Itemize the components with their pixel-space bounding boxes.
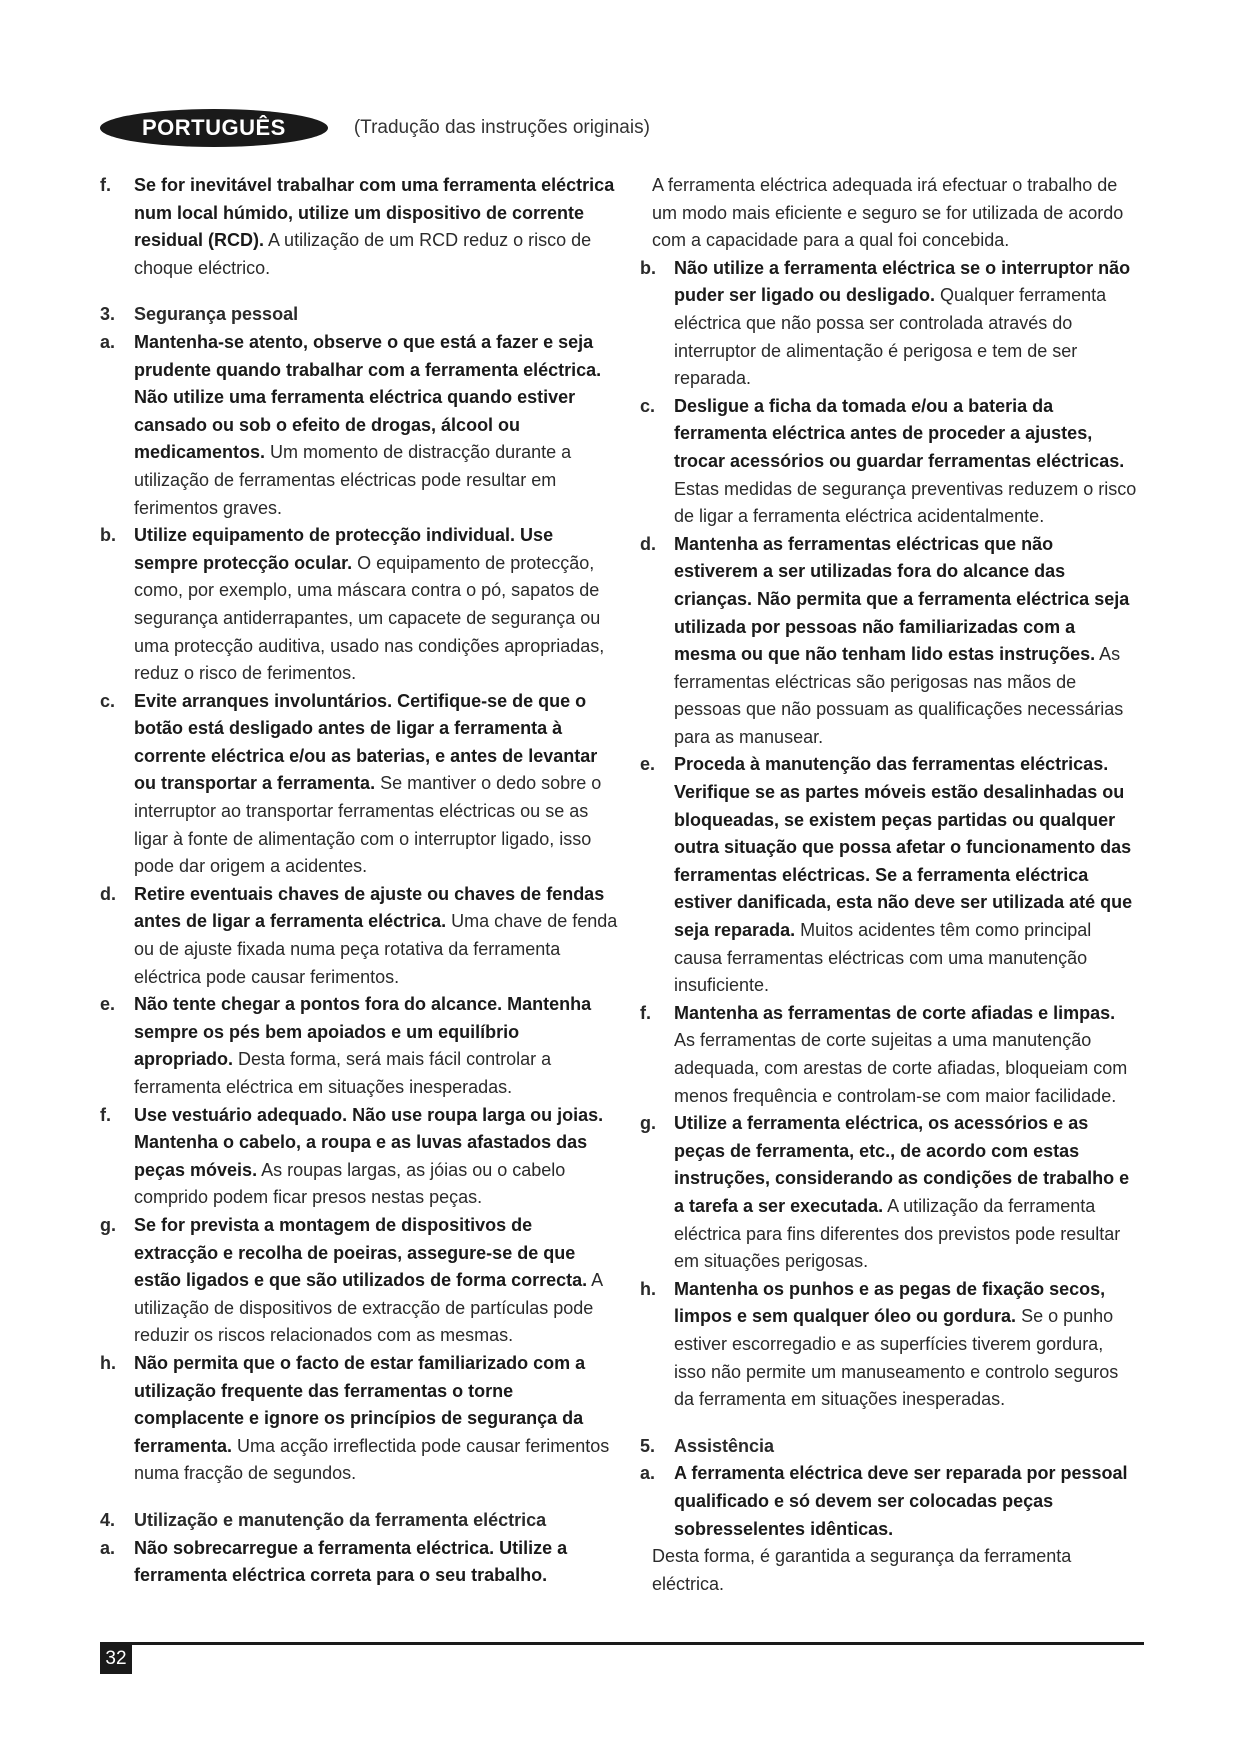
item-bold: Mantenha os punhos e as pegas de fixação secos, limpos e sem qualquer óleo ou gordura. — [674, 1278, 1106, 1327]
section-title: Assistência — [674, 1435, 775, 1456]
section-marker: 3. — [100, 304, 116, 325]
continuation-text: A ferramenta eléctrica adequada irá efectuar o trabalho de um modo mais eficiente e seguro se for utilizada de acordo com a capacidade para a qual foi concebida. — [652, 175, 1124, 251]
item-text: Se mantiver o dedo sobre o interruptor ao transportar ferramentas eléctricas ou se as ligar à fonte de alimentação com o interruptor ligado, isso pode dar origem a acidentes. — [134, 773, 602, 877]
item-a-5 — [640, 1460, 1140, 1543]
item-marker: f. — [100, 175, 111, 195]
item-f — [100, 1102, 620, 1212]
item-marker: e. — [640, 754, 656, 775]
header-subtitle: (Tradução das instruções originais) — [353, 117, 650, 138]
item-bold: Utilize a ferramenta eléctrica, os acessórios e as peças de ferramenta, etc., de acordo com estas instruções, considerando as condições de trabalho e a tarefa a ser executada. — [674, 1113, 1130, 1216]
item-e — [640, 751, 1140, 999]
section-title: Utilização e manutenção da ferramenta eléctrica — [134, 1509, 547, 1530]
item-bold: Utilize equipamento de protecção individual. Use sempre protecção ocular. — [134, 525, 554, 573]
item-g — [640, 1110, 1140, 1276]
item-f — [640, 1000, 1140, 1110]
item-text: As ferramentas de corte sujeitas a uma manutenção adequada, com arestas de corte afiadas, bloqueiam com menos frequência e controlam-se com maior facilidade. — [674, 1030, 1128, 1106]
right-column — [640, 172, 1140, 1598]
item-bold: Desligue a ficha da tomada e/ou a bateria da ferramenta eléctrica antes de proceder a ajustes, trocar acessórios ou guardar ferramentas eléctricas. — [674, 395, 1125, 471]
item-f-rcd — [100, 172, 620, 282]
item-marker: f. — [640, 1002, 651, 1023]
item-d — [640, 531, 1140, 752]
item-marker: g. — [100, 1214, 116, 1235]
item-marker: h. — [640, 1278, 656, 1299]
item-marker: c. — [640, 395, 656, 416]
item-text: O equipamento de protecção, como, por exemplo, uma máscara contra o pó, sapatos de segurança antiderrapantes, um capacete de segurança ou uma protecção auditiva, usado nas condições apropriadas, reduz o risco de ferimentos. — [134, 552, 605, 684]
item-text: Desta forma, será mais fácil controlar a ferramenta eléctrica em situações inesperadas. — [134, 1049, 552, 1097]
item-bold: A ferramenta eléctrica deve ser reparada por pessoal qualificado e só devem ser colocadas peças sobresselentes idênticas. — [674, 1463, 1128, 1539]
item-marker: a. — [100, 331, 116, 352]
item-bold: Não sobrecarregue a ferramenta eléctrica. Utilize a ferramenta eléctrica correta para o seu trabalho. — [134, 1537, 568, 1586]
item-g — [100, 1212, 620, 1350]
item-text: A utilização da ferramenta eléctrica para fins diferentes dos previstos pode resultar em situações perigosas. — [674, 1195, 1121, 1272]
item-text: As roupas largas, as jóias ou o cabelo comprido podem ficar presos nestas peças. — [134, 1159, 566, 1208]
section-marker: 4. — [100, 1509, 116, 1530]
item-bold: Retire eventuais chaves de ajuste ou chaves de fendas antes de ligar a ferramenta eléctrica. — [134, 883, 605, 932]
item-text: A utilização de um RCD reduz o risco de choque eléctrico. — [134, 230, 592, 278]
item-bold: Não permita que o facto de estar familiarizado com a utilização frequente das ferramentas o torne complacente e ignore os princípios de segurança da ferramenta. — [134, 1352, 586, 1456]
section-4-heading — [100, 1507, 620, 1535]
item-marker: d. — [640, 533, 656, 554]
item-bold: Se for prevista a montagem de dispositivos de extracção e recolha de poeiras, assegure-se de que estão ligados e que são utilizados de forma correcta. — [134, 1214, 588, 1291]
language-badge: PORTUGUÊS — [100, 109, 328, 147]
item-bold: Não utilize a ferramenta eléctrica se o interruptor não puder ser ligado ou desligado. — [674, 257, 1131, 306]
page-header — [100, 108, 650, 148]
item-text: Qualquer ferramenta eléctrica que não possa ser controlada através do interruptor de alimentação é perigosa e tem de ser reparada. — [674, 285, 1107, 389]
item-text: Muitos acidentes têm como principal causa ferramentas eléctricas com uma manutenção insuficiente. — [674, 920, 1092, 996]
section-title: Segurança pessoal — [134, 304, 299, 325]
item-e — [100, 991, 620, 1101]
item-marker: h. — [100, 1352, 116, 1373]
section-3-heading — [100, 301, 620, 329]
item-text: As ferramentas eléctricas são perigosas nas mãos de pessoas que não possuam as qualificações necessárias para as manusear. — [674, 644, 1124, 747]
item-a — [100, 329, 620, 522]
item-bold: Evite arranques involuntários. Certifique-se de que o botão está desligado antes de ligar a ferramenta à corrente eléctrica e/ou as baterias, e antes de levantar ou transportar a ferramenta. — [134, 690, 598, 794]
item-text: Uma chave de fenda ou de ajuste fixada numa peça rotativa da ferramenta eléctrica pode causar ferimentos. — [134, 911, 618, 987]
item-bold: Proceda à manutenção das ferramentas eléctricas. Verifique se as partes móveis estão desalinhadas ou bloqueadas, se existem peças partidas ou qualquer outra situação que possa afetar o funcionamento das ferramentas eléctricas. Se a ferramenta eléctrica estiver danificada, esta não deve ser utilizada até que seja reparada. — [674, 754, 1133, 941]
item-text: Estas medidas de segurança preventivas reduzem o risco de ligar a ferramenta eléctrica acidentalmente. — [674, 478, 1137, 527]
section-5-heading — [640, 1433, 1140, 1461]
item-text: Se o punho estiver escorregadio e as superfícies tiverem gordura, isso não permite um manuseamento e controlo seguros da ferramenta em situações inesperadas. — [674, 1306, 1119, 1410]
item-text: A utilização de dispositivos de extracção de partículas pode reduzir os riscos relacionados com as mesmas. — [134, 1270, 603, 1346]
item-bold: Mantenha-se atento, observe o que está a fazer e seja prudente quando trabalhar com a ferramenta eléctrica. Não utilize uma ferramenta eléctrica quando estiver cansado ou sob o efeito de drogas, álcool ou medicamentos. — [134, 331, 602, 463]
item-bold: Não tente chegar a pontos fora do alcance. Mantenha sempre os pés bem apoiados e um equilíbrio apropriado. — [134, 994, 592, 1070]
item-marker: c. — [100, 690, 116, 711]
item-a-4 — [100, 1535, 620, 1590]
item-h — [100, 1350, 620, 1488]
item-marker: f. — [100, 1104, 111, 1125]
footer-rule — [100, 1642, 1144, 1645]
item-c — [100, 688, 620, 881]
item-marker: e. — [100, 994, 116, 1015]
item-text: Um momento de distracção durante a utilização de ferramentas eléctricas pode resultar em ferimentos graves. — [134, 442, 572, 518]
section-marker: 5. — [640, 1435, 656, 1456]
item-marker: b. — [640, 257, 656, 278]
item-bold: Mantenha as ferramentas de corte afiadas e limpas. — [674, 1002, 1116, 1023]
page-number: 32 — [100, 1644, 132, 1674]
item-bold: Use vestuário adequado. Não use roupa larga ou joias. Mantenha o cabelo, a roupa e as luvas afastados das peças móveis. — [134, 1104, 604, 1180]
left-column — [100, 172, 620, 1590]
item-text: Uma acção irreflectida pode causar ferimentos numa fracção de segundos. — [134, 1435, 610, 1484]
item-marker: g. — [640, 1113, 656, 1134]
item-marker: a. — [100, 1537, 116, 1558]
item-marker: a. — [640, 1463, 656, 1484]
item-b — [640, 255, 1140, 393]
item-marker: b. — [100, 525, 116, 546]
item-bold: Mantenha as ferramentas eléctricas que não estiverem a ser utilizadas fora do alcance das crianças. Não permita que a ferramenta eléctrica seja utilizada por pessoas não familiarizadas com a mesma ou que não tenham lido estas instruções. — [674, 533, 1130, 665]
continuation-text-5: Desta forma, é garantida a segurança da ferramenta eléctrica. — [652, 1546, 1072, 1594]
item-bold: Se for inevitável trabalhar com uma ferramenta eléctrica num local húmido, utilize um dispositivo de corrente residual (RCD). — [134, 175, 615, 251]
item-c — [640, 393, 1140, 531]
item-d — [100, 881, 620, 991]
item-b — [100, 522, 620, 688]
item-h — [640, 1276, 1140, 1414]
item-marker: d. — [100, 883, 116, 904]
